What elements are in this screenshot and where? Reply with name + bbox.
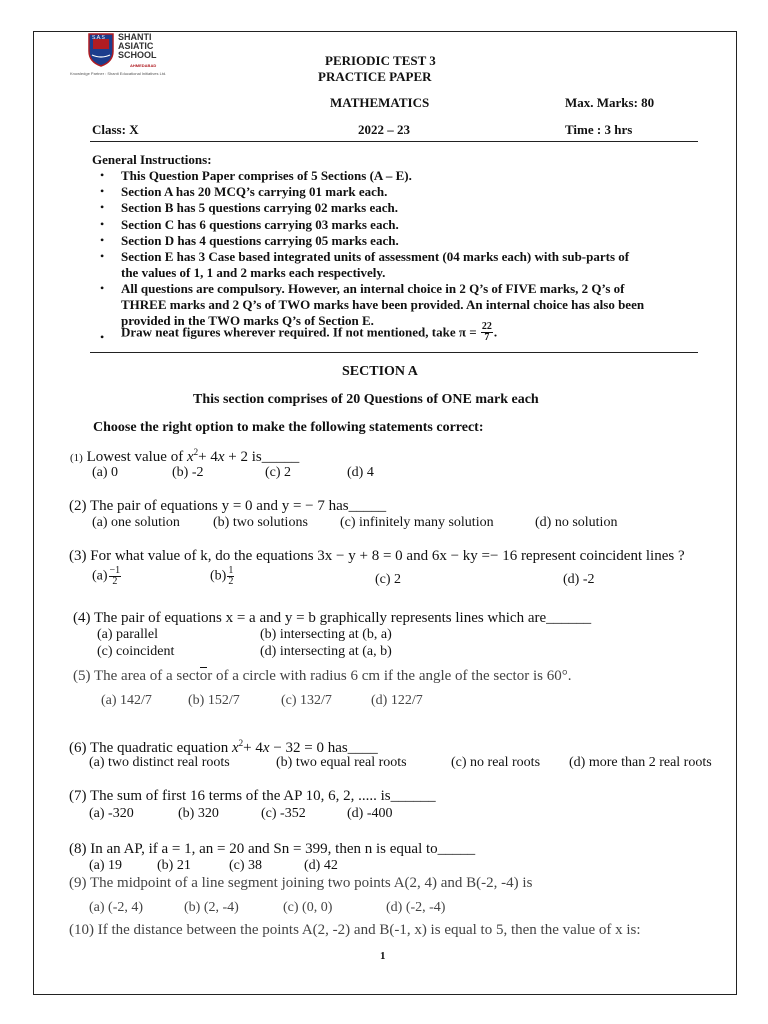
option[interactable]: (b) intersecting at (b, a) (260, 627, 392, 642)
bullet: • (100, 330, 105, 344)
academic-year: 2022 – 23 (358, 122, 410, 137)
bullet: • (100, 200, 105, 214)
subject: MATHEMATICS (330, 95, 430, 110)
option[interactable]: (d) more than 2 real roots (569, 755, 712, 770)
instruction-item: Draw neat figures wherever required. If not mentioned, take π = $\frac{22}{7}$ . (121, 321, 498, 343)
option[interactable]: (c) infinitely many solution (340, 515, 494, 530)
instruction-item: Section C has 6 questions carrying 03 marks each. (121, 217, 399, 232)
paper-title: PRACTICE PAPER (318, 69, 432, 84)
instruction-item: Section D has 4 questions carrying 05 marks each. (121, 233, 399, 248)
bullet: • (100, 281, 105, 295)
option[interactable]: (c) coincident (97, 644, 175, 659)
option[interactable]: (a) 142/7 (101, 693, 152, 708)
option[interactable]: (c) no real roots (451, 755, 541, 770)
page-number: 1 (380, 950, 386, 962)
question-8: (8) In an AP, if a = 1, an = 20 and Sn = 399, then n is equal to_____ (69, 841, 476, 857)
max-marks: Max. Marks: 80 (565, 95, 655, 110)
question-3: (3) For what value of k, do the equations 3x − y + 8 = 0 and 6x − ky =− 16 represent coincident lines ? (69, 548, 685, 564)
logo-tagline: Knowledge Partner : Shanti Educational Initiatives Ltd. (70, 71, 167, 76)
instruction-item: This Question Paper comprises of 5 Sections (A – E). (121, 168, 412, 183)
option[interactable]: (d) -400 (347, 806, 393, 821)
option[interactable]: (a) parallel (97, 627, 159, 642)
option[interactable]: (d) 122/7 (371, 693, 423, 708)
instruction-item: Section B has 5 questions carrying 02 marks each. (121, 200, 398, 215)
bullet: • (100, 168, 105, 182)
bullet: • (100, 233, 105, 247)
logo-name: SHANTI ASIATIC SCHOOL (118, 32, 157, 60)
option[interactable]: (a) $\frac{-1}{2}$ (92, 565, 121, 587)
bullet: • (100, 217, 105, 231)
question-4: (4) The pair of equations x = a and y = b graphically represents lines which are______ (73, 610, 592, 626)
instruction-item: provided in the TWO marks Q’s of Section E. (121, 313, 374, 328)
instruction-item: the values of 1, 1 and 2 marks each respectively. (121, 265, 386, 280)
question-6: (6) The quadratic equation $x^2+ 4x - 32 = 0$ has____ (69, 738, 378, 756)
option[interactable]: (b) two solutions (213, 515, 308, 530)
instruction-item: Section E has 3 Case based integrated units of assessment (04 marks each) with sub-parts of (121, 249, 630, 264)
option[interactable]: (b) -2 (172, 465, 204, 480)
option[interactable]: (a) 19 (89, 858, 123, 873)
option[interactable]: (a) -320 (89, 806, 134, 821)
question-1: (1) Lowest value of $x^2+ 4x + 2$ is_____ (70, 447, 300, 465)
instruction-item: All questions are compulsory. However, an internal choice in 2 Q’s of FIVE marks, 2 Q’s of (121, 281, 625, 296)
time-allowed: Time : 3 hrs (565, 122, 633, 137)
class-label: Class: X (92, 122, 139, 137)
question-10: (10) If the distance between the points A(2, -2) and B(-1, x) is equal to 5, then the value of x is: (69, 922, 641, 938)
logo-city: AHMEDABAD (130, 63, 157, 68)
option[interactable]: (c) (0, 0) (283, 900, 333, 915)
option[interactable]: (c) 38 (229, 858, 263, 873)
logo-initials: S.A.S (92, 35, 105, 41)
option[interactable]: (c) -352 (261, 806, 306, 821)
test-title: PERIODIC TEST 3 (325, 53, 436, 68)
section-subtitle: This section comprises of 20 Questions of ONE mark each (193, 392, 539, 407)
option[interactable]: (d) no solution (535, 515, 618, 530)
option[interactable]: (b) 320 (178, 806, 219, 821)
option[interactable]: (d) intersecting at (a, b) (260, 644, 392, 659)
option[interactable]: (b) $\frac{1}{2}$ (210, 565, 234, 587)
option[interactable]: (a) one solution (92, 515, 180, 530)
option[interactable]: (b) 21 (157, 858, 191, 873)
option[interactable]: (a) two distinct real roots (89, 755, 230, 770)
option[interactable]: (d) (-2, -4) (386, 900, 446, 915)
question-2: (2) The pair of equations y = 0 and y = − 7 has_____ (69, 498, 387, 514)
option[interactable]: (d) 4 (347, 465, 374, 480)
option[interactable]: (a) (-2, 4) (89, 900, 144, 915)
divider (90, 141, 698, 142)
pi-fraction: $\frac{22}{7}$ (481, 321, 492, 343)
option[interactable]: (c) 2 (375, 572, 402, 587)
section-direction: Choose the right option to make the following statements correct: (93, 420, 484, 435)
option[interactable]: (d) -2 (563, 572, 595, 587)
question-7: (7) The sum of first 16 terms of the AP 10, 6, 2, ..... is______ (69, 788, 436, 804)
option[interactable]: (b) 152/7 (188, 693, 240, 708)
option[interactable]: (d) 42 (304, 858, 338, 873)
instruction-item: THREE marks and 2 Q’s of TWO marks have been provided. An internal choice has also been (121, 297, 645, 312)
school-logo (70, 33, 200, 81)
instructions-title: General Instructions: (92, 152, 212, 167)
divider (90, 352, 698, 353)
question-9: (9) The midpoint of a line segment joining two points A(2, 4) and B(-2, -4) is (69, 875, 533, 891)
option[interactable]: (b) two equal real roots (276, 755, 407, 770)
instruction-item: Section A has 20 MCQ’s carrying 01 mark each. (121, 184, 388, 199)
option[interactable]: (b) (2, -4) (184, 900, 239, 915)
option[interactable]: (c) 132/7 (281, 693, 332, 708)
section-title: SECTION A (342, 364, 418, 379)
bullet: • (100, 249, 105, 263)
question-5: (5) The area of a sector of a circle with radius 6 cm if the angle of the sector is 60°. (73, 668, 572, 684)
bullet: • (100, 184, 105, 198)
option[interactable]: (c) 2 (265, 465, 292, 480)
option[interactable]: (a) 0 (92, 465, 119, 480)
